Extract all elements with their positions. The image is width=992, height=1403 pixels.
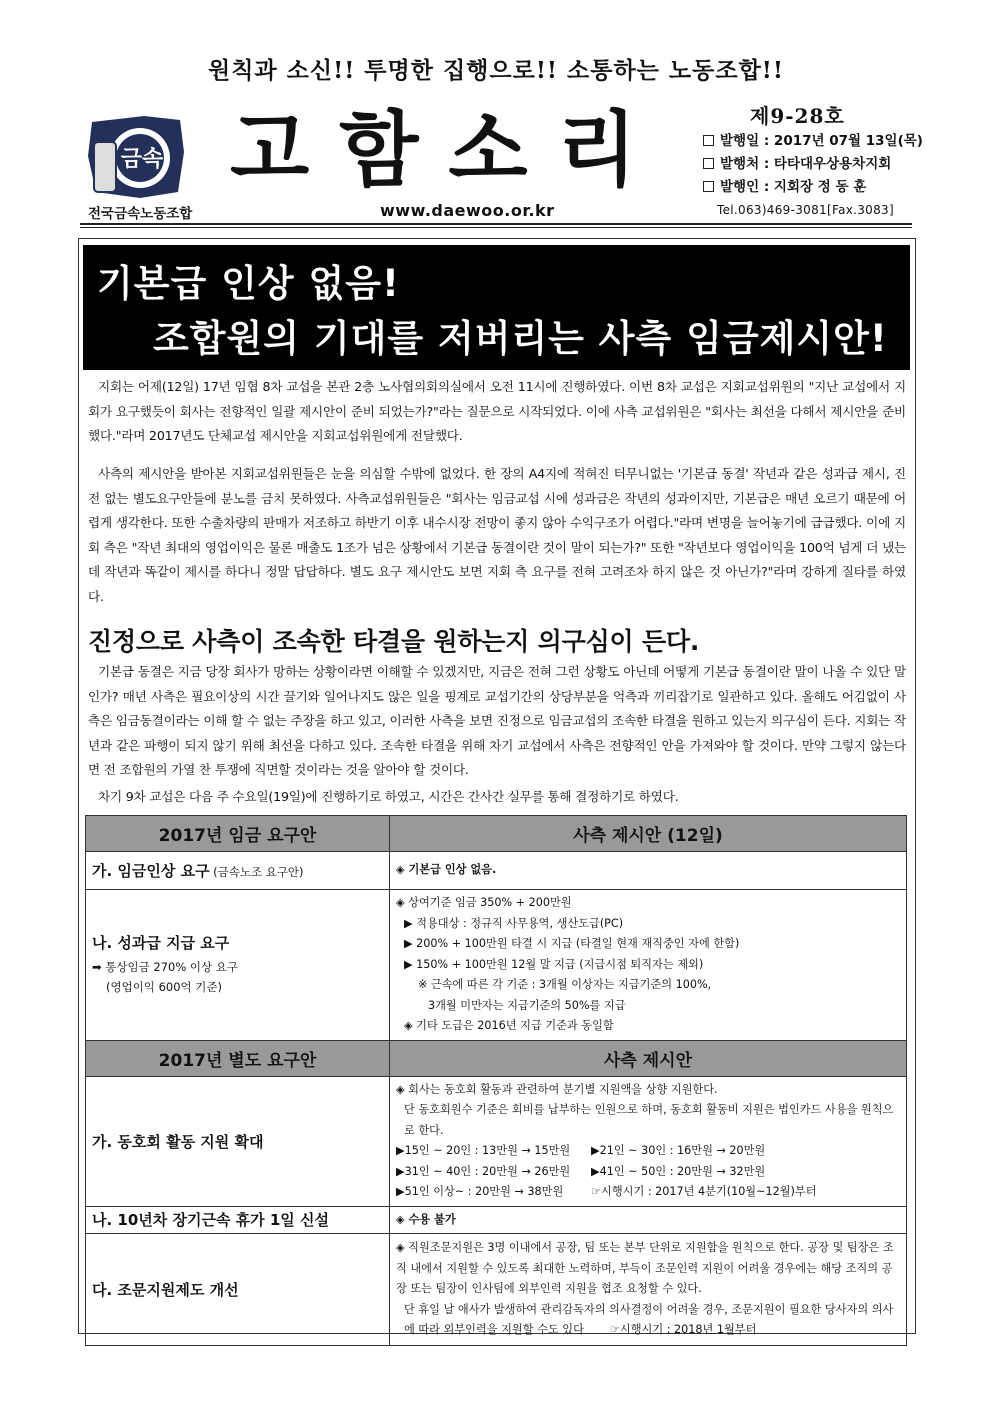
issue-number: 제9-28호 [750, 104, 845, 128]
demand-club-support: 가. 동호회 활동 지원 확대 [86, 1076, 390, 1206]
headline-line1: 기본급 인상 없음! [97, 262, 400, 305]
offer-condolence-support: ◈ 직원조문지원은 3명 이내에서 공장, 팀 또는 본부 단위로 지원함을 원칙으로 한다. 공장 및 팀장은 조직 내에서 지원할 수 있도록 최대한 노력하며, 부득이 조문인력 지원이 어려울 경우에는 해당 조직의 공장 또는 팀장이 인사팀에 외부인력 지원을 협조 요청할 수 있다. 단 휴일 날 애사가 발생하여 관리감독자의 의사결정이 어려울 경우, 조문지원이 필요한 당사자의 의사에 따라 외부인력을 지원할 수도 있다 ☞시행시기 : 2018년 1월부터 [390, 1234, 907, 1346]
union-logo-icon [84, 112, 188, 200]
header-company-offer-2: 사측 제시안 [390, 1040, 907, 1076]
demand-bonus: 나. 성과급 지급 요구 ➡ 통상임금 270% 이상 요구 (영업이익 600억 기준) [86, 890, 390, 1041]
paragraph-4: 차기 9차 교섭은 다음 주 수요일(19일)에 진행하기로 하였고, 시간은 간사간 실무를 통해 결정하기로 하였다. [98, 789, 679, 804]
subheading: 진정으로 사측이 조속한 타결을 원하는지 의구심이 든다. [88, 627, 700, 656]
pub-date: 발행일 : 2017년 07월 13일(목) [703, 130, 923, 153]
paragraph-3: 기본급 동결은 지금 당장 회사가 망하는 상황이라면 이해할 수 있겠지만, 지금은 전혀 그런 상황도 아닌데 어떻게 기본급 동결이란 말이 나올 수 있단 말인가? 매년 사측은 필요이상의 시간 끌기와 일어나지도 않은 일을 핑계로 교섭기간의 상당부분을 억측과 끼리잡기로 일관하고 있다. 올해도 어김없이 사측은 임금동결이라는 이해 할 수 없는 주장을 하고 있고, 이러한 사측을 보면 진정으로 임금교섭의 조속한 타결을 원하고 있는지 의구심이 든다. 지회는 작년과 같은 파행이 되지 않기 위해 최선을 다하고 있다. 조속한 타결을 위해 차기 교섭에서 사측은 전향적인 안을 가져와야 할 것이다. 만약 그렇지 않는다면 전 조합원의 가열 찬 투쟁에 직면할 것이라는 것을 알아야 할 것이다. [88, 664, 906, 777]
headline-line2: 조합원의 기대를 저버리는 사측 임금제시안! [153, 317, 888, 360]
headline-banner [83, 245, 910, 370]
paragraph-1: 지회는 어제(12일) 17년 임협 8차 교섭을 본관 2층 노사협의회의실에서 오전 11시에 진행하였다. 이번 8차 교섭은 지회교섭위원의 "지난 교섭에서 지회가 요구했듯이 회사는 전향적인 일괄 제시안이 준비 되었는가?"라는 질문으로 시작되었다. 이에 사측 교섭위원은 "회사는 최선을 다해서 제시안을 준비했다."라며 2017년도 단체교섭 제시안을 지회교섭위원에게 전달했다. [88, 379, 906, 443]
slogan: 원칙과 소신!! 투명한 집행으로!! 소통하는 노동조합!! [208, 57, 784, 84]
demands-table [85, 815, 907, 1346]
demand-wage-raise: 가. 임금인상 요구 (금속노조 요구안) [86, 852, 390, 890]
demand-long-service-leave: 나. 10년차 장기근속 휴가 1일 신설 [86, 1206, 390, 1234]
issuer: 발행인 : 지회장 정 동 훈 [703, 176, 923, 199]
header-divider [80, 223, 912, 225]
table-header-row-2 [86, 1040, 907, 1076]
header-divider-thin [80, 227, 912, 228]
union-name: 전국금속노동조합 [88, 206, 193, 222]
table-row [86, 852, 907, 890]
masthead-title: 고함소리 [230, 102, 667, 198]
table-row [86, 1076, 907, 1206]
contact-tel: Tel.063)469-3081[Fax.3083] [717, 203, 894, 217]
offer-wage-raise: ◈ 기본급 인상 없음. [390, 852, 907, 890]
publisher: 발행처 : 타타대우상용차지회 [703, 153, 923, 176]
paragraph-2: 사측의 제시안을 받아본 지회교섭위원들은 눈을 의심할 수밖에 없었다. 한 장의 A4지에 적혀진 터무니없는 '기본급 동결' 작년과 같은 성과급 제시, 진전 없는 별도요구안들에 분노를 금치 못하였다. 사측교섭위원들은 "회사는 임금교섭 시에 성과금은 작년의 성과이지만, 기본급은 매년 오르기 때문에 어렵게 생각한다. 또한 수출차량의 판매가 저조하고 하반기 이후 내수시장 전망이 좋지 않아 수익구조가 어렵다."라며 변명을 늘어놓기에 급급했다. 이에 지회 측은 "작년 최대의 영업이익은 물론 매출도 1조가 넘은 상황에서 기본급 동결이란 것이 말이 되는가?" 또한 "작년보다 영업이익을 100억 넘게 더 냈는데 작년과 똑같이 제시를 하다니 정말 답답하다. 별도 요구 제시안도 보면 지회 측 요구를 전혀 고려조차 하지 않은 것 아닌가?"라며 강하게 질타를 하였다. [88, 466, 906, 604]
table-row [86, 1206, 907, 1234]
table-row [86, 890, 907, 1041]
table-row [86, 1234, 907, 1346]
header-company-offer: 사측 제시안 (12일) [390, 816, 907, 852]
publication-info [703, 130, 923, 199]
offer-long-service-leave: ◈ 수용 불가 [390, 1206, 907, 1234]
website-link[interactable]: www.daewoo.or.kr [380, 201, 555, 220]
table-header-row [86, 816, 907, 852]
header-wage-demand: 2017년 임금 요구안 [86, 816, 390, 852]
demand-condolence-support: 다. 조문지원제도 개선 [86, 1234, 390, 1346]
header-separate-demand: 2017년 별도 요구안 [86, 1040, 390, 1076]
offer-bonus: ◈ 상여기준 임금 350% + 200만원 ▶ 적용대상 : 정규직 사무용역, 생산도급(PC) ▶ 200% + 100만원 타결 시 지급 (타결일 현재 재직중인 자에 한함) ▶ 150% + 100만원 12월 말 지급 (지급시점 퇴직자는 제외) ※ 근속에 따른 각 기준 : 3개월 이상자는 지급기준의 100%, 3개월 미만자는 지급기준의 50%를 지급 ◈ 기타 도급은 2016년 지급 기준과 동일함 [390, 890, 907, 1041]
logo-text: 금속 [120, 147, 164, 172]
offer-club-support: ◈ 회사는 동호회 활동과 관련하여 분기별 지원액을 상향 지원한다. 단 동호회원수 기준은 회비를 납부하는 인원으로 하며, 동호회 활동비 지원은 법인카드 사용을 원칙으로 한다. ▶15인 ~ 20인 : 13만원 → 15만원 ▶21인 ~ 30인 : 16만원 → 20만원 ▶31인 ~ 40인 : 20만원 → 26만원 ▶41인 ~ 50인 : 20만원 → 32만원 ▶51인 이상~ : 20만원 → 38만원 ☞시행시기 : 2017년 4분기(10월~12월)부터 [390, 1076, 907, 1206]
